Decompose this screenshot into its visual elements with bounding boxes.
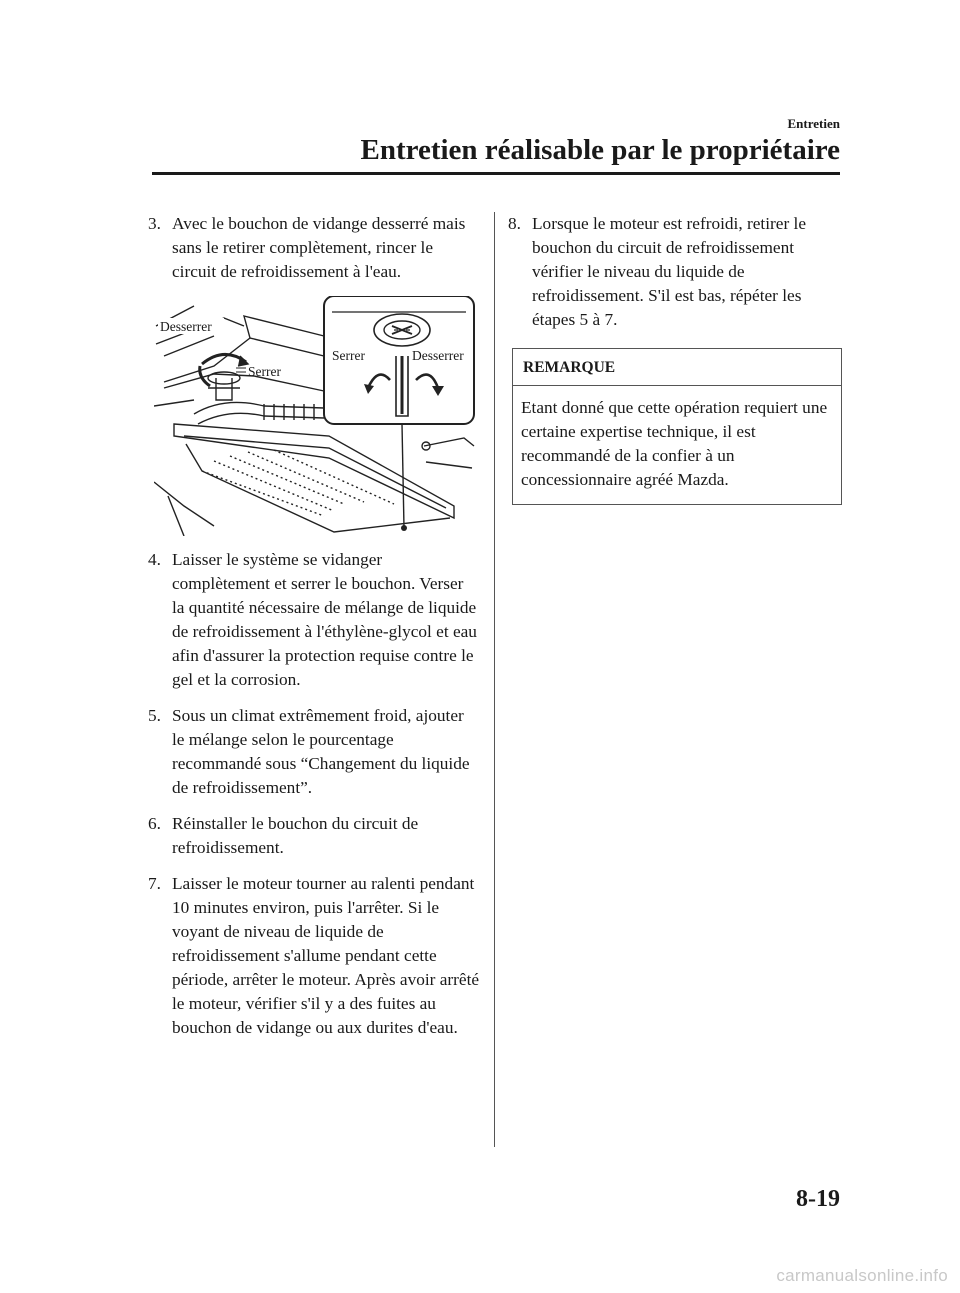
label-tighten-inset: Serrer	[332, 348, 365, 363]
label-tighten-main: Serrer	[248, 364, 281, 379]
section-label: Entretien	[787, 116, 840, 131]
label-loosen-inset: Desserrer	[412, 348, 464, 363]
note-box	[512, 348, 842, 505]
step-text: Avec le bouchon de vidange desserré mais sans le retirer complètement, rincer le circuit de refroidissement à l'eau.	[172, 214, 466, 281]
drain-plug-illustration	[154, 296, 476, 536]
watermark[interactable]: carmanualsonline.info	[776, 1266, 948, 1285]
step-4	[148, 548, 480, 692]
step-number: 8.	[508, 214, 521, 233]
column-divider	[494, 212, 495, 1147]
note-heading: REMARQUE	[513, 349, 841, 386]
step-number: 7.	[148, 874, 161, 893]
step-6	[148, 812, 480, 860]
note-body: Etant donné que cette opération requiert une certaine expertise technique, il est recommandé de la confier à un concessionnaire agréé Mazda.	[521, 398, 828, 489]
page-number: 8-19	[796, 1186, 840, 1212]
step-text: Lorsque le moteur est refroidi, retirer le bouchon du circuit de refroidissement vérifier le niveau du liquide de refroidissement. S'il est bas, répéter les étapes 5 à 7.	[532, 214, 806, 329]
right-column	[508, 212, 842, 505]
step-number: 5.	[148, 706, 161, 725]
radiator-drain-diagram	[154, 296, 476, 536]
step-text: Laisser le système se vidanger complètement et serrer le bouchon. Verser la quantité nécessaire de mélange de liquide de refroidissement à l'éthylène-glycol et eau afin d'assurer la protection requise contre le gel et la corrosion.	[172, 550, 477, 689]
step-3	[148, 212, 480, 284]
step-text: Réinstaller le bouchon du circuit de refroidissement.	[172, 814, 419, 857]
step-number: 6.	[148, 814, 161, 833]
header-rule	[152, 172, 840, 175]
left-column	[148, 212, 480, 1052]
step-8	[508, 212, 842, 332]
step-number: 3.	[148, 214, 161, 233]
step-5	[148, 704, 480, 800]
label-loosen-main: Desserrer	[160, 319, 212, 334]
step-text: Sous un climat extrêmement froid, ajouter le mélange selon le pourcentage recommandé sous “Changement du liquide de refroidissement”.	[172, 706, 470, 797]
step-text: Laisser le moteur tourner au ralenti pendant 10 minutes environ, puis l'arrêter. Si le voyant de niveau de liquide de refroidissement s'allume pendant cette période, arrêter le moteur. Après avoir arrêté le moteur, vérifier s'il y a des fuites au bouchon de vidange ou aux durites d'eau.	[172, 874, 480, 1037]
chapter-title: Entretien réalisable par le propriétaire	[360, 134, 840, 166]
step-7	[148, 872, 480, 1040]
step-number: 4.	[148, 550, 161, 569]
